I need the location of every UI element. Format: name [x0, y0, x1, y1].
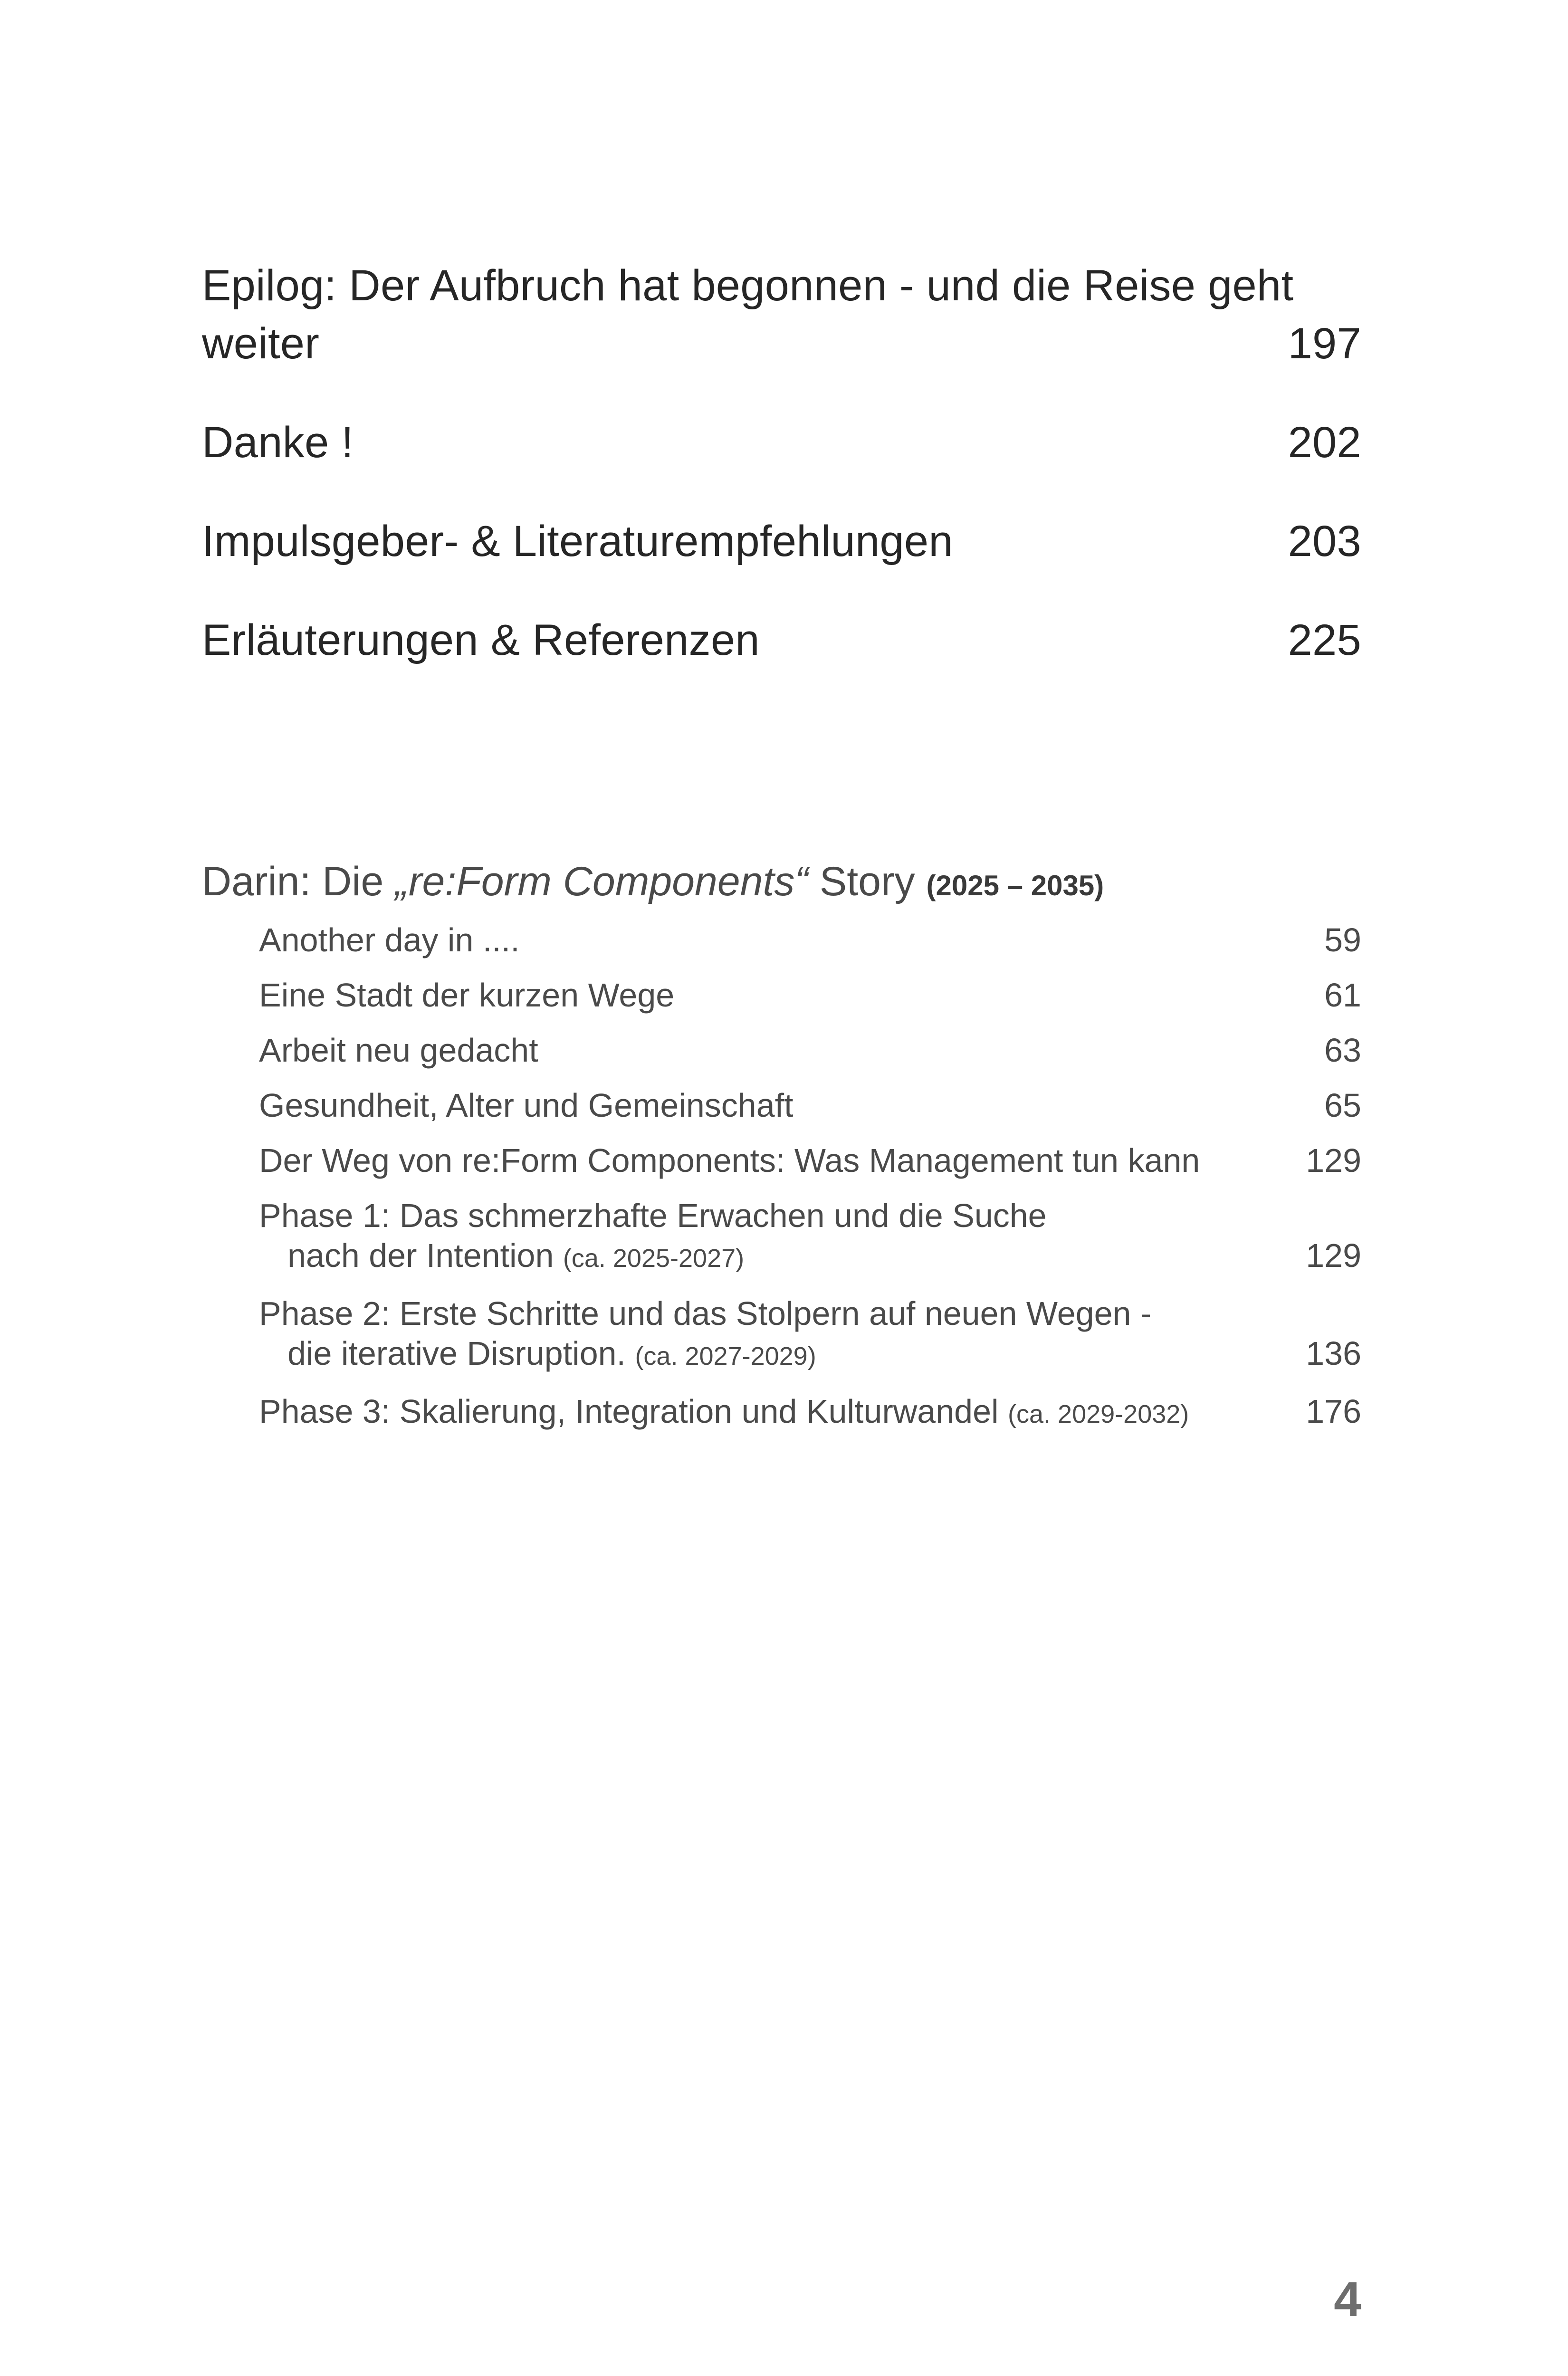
story-heading-years: (2025 – 2035)	[926, 870, 1104, 901]
story-item-page: 129	[1306, 1142, 1361, 1179]
toc-entry-title: Erläuterungen & Referenzen	[202, 616, 760, 664]
table-of-contents-main	[202, 257, 1361, 669]
list-item	[259, 975, 1361, 1015]
story-section	[202, 853, 1361, 1449]
story-item-title: Another day in ....	[259, 921, 520, 958]
page-number: 4	[1334, 2272, 1361, 2327]
story-item-title-continued: nach der Intention	[287, 1237, 554, 1274]
story-item-title: Phase 2: Erste Schritte und das Stolpern auf neuen Wegen -	[259, 1295, 1152, 1332]
list-item	[259, 1293, 1361, 1376]
story-item-title: Phase 3: Skalierung, Integration und Kulturwandel	[259, 1393, 999, 1430]
story-heading-prefix: Darin: Die	[202, 859, 395, 904]
story-heading-title: „re:Form Components“	[395, 859, 809, 904]
story-item-page: 136	[1306, 1335, 1361, 1372]
toc-entry-title: Impulsgeber- & Literaturempfehlungen	[202, 517, 953, 565]
story-item-title: Eine Stadt der kurzen Wege	[259, 977, 675, 1014]
story-item-page: 61	[1324, 977, 1361, 1014]
story-item-title: Phase 1: Das schmerzhafte Erwachen und die Suche	[259, 1197, 1047, 1234]
story-item-note: (ca. 2027-2029)	[635, 1342, 816, 1370]
list-item	[259, 1391, 1361, 1434]
toc-entry-title-continued: weiter	[202, 319, 320, 368]
story-item-page: 176	[1306, 1393, 1361, 1430]
story-item-page: 63	[1324, 1032, 1361, 1069]
list-item	[259, 1196, 1361, 1278]
toc-entry-title: Danke !	[202, 418, 354, 467]
toc-entry-page: 225	[1288, 616, 1361, 664]
list-item	[259, 920, 1361, 960]
story-item-note: (ca. 2025-2027)	[563, 1244, 745, 1273]
toc-entry-page: 202	[1288, 418, 1361, 467]
story-heading	[202, 853, 1361, 914]
story-heading-suffix: Story	[808, 859, 927, 904]
story-item-title-continued: die iterative Disruption.	[287, 1335, 626, 1372]
story-item-title: Arbeit neu gedacht	[259, 1032, 538, 1069]
list-item	[259, 1085, 1361, 1125]
story-item-page: 129	[1306, 1237, 1361, 1274]
story-item-page: 59	[1324, 921, 1361, 958]
list-item	[259, 1140, 1361, 1180]
toc-entry-erlaeuterungen	[202, 611, 1361, 669]
toc-entry-page: 197	[1288, 319, 1361, 368]
toc-entry-page: 203	[1288, 517, 1361, 565]
toc-entry-epilog	[202, 257, 1361, 373]
toc-entry-danke	[202, 413, 1361, 471]
story-item-title: Gesundheit, Alter und Gemeinschaft	[259, 1087, 794, 1124]
list-item	[259, 1030, 1361, 1070]
story-item-note: (ca. 2029-2032)	[1008, 1400, 1189, 1428]
story-item-title: Der Weg von re:Form Components: Was Management tun kann	[259, 1142, 1200, 1179]
story-item-page: 65	[1324, 1087, 1361, 1124]
toc-entry-impulsgeber	[202, 512, 1361, 570]
toc-entry-title: Epilog: Der Aufbruch hat begonnen - und die Reise geht	[202, 261, 1294, 310]
story-list	[259, 920, 1361, 1434]
